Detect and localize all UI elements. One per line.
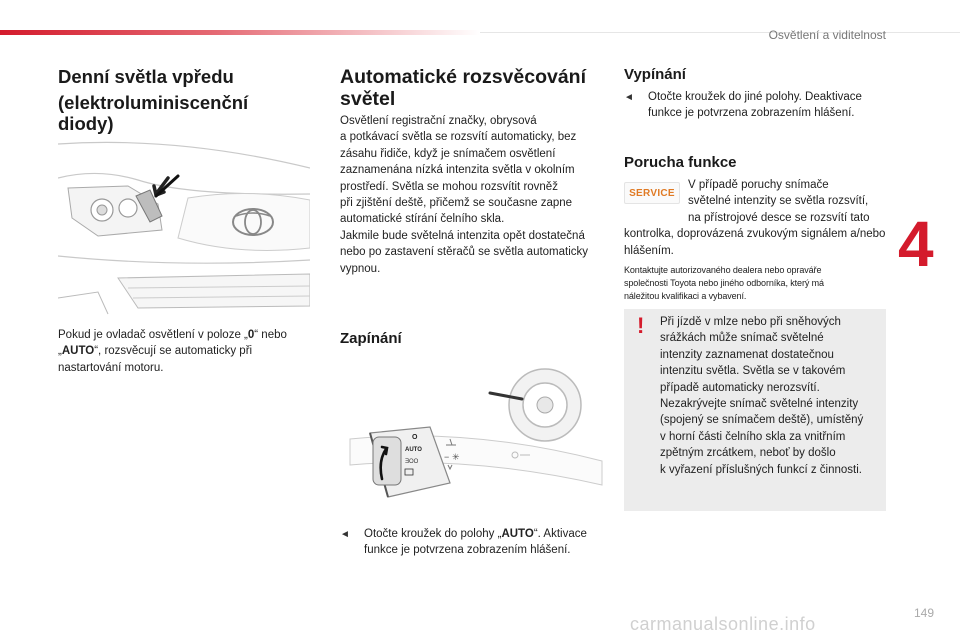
auto-lights-body: Osvětlení registrační značky, obrysová a potkávací světla se rozsvítí automaticky, bez zásahu řidiče, když je snímačem osvětlení zaznamenána nízká intenzita světla v okolním prostředí. Světla se mohou rozsvítit rovněž při zjištění deště, přičemž se současne zapne automatické stírání čelního skla. Jakmile bude světelná intenzita opět dostatečná nebo po zastavení stěračů se světla automaticky vypnou. <box>340 115 589 275</box>
exclamation-icon: ! <box>637 313 645 338</box>
switch-off-step: ◄ Otočte kroužek do jiné polohy. Deaktivace funkce je potvrzena zobrazením hlášení. <box>624 89 886 122</box>
warning-box <box>624 309 886 511</box>
bullet-arrow-icon: ◄ <box>340 529 350 540</box>
page-number: 149 <box>914 606 935 620</box>
section-title: Osvětlení a viditelnost <box>768 28 886 42</box>
switch-on-title: Zapínání <box>340 330 402 347</box>
chapter-number: 4 <box>898 208 934 280</box>
car-front-illustration <box>58 138 310 316</box>
drl-body: Pokud je ovladač osvětlení v poloze „0“ nebo „AUTO“, rozsvěcují se automaticky při nastartování motoru. <box>58 329 287 374</box>
watermark: carmanualsonline.info <box>630 614 816 634</box>
service-label: SERVICE <box>629 187 675 199</box>
drl-subtitle: (elektroluminiscenční diody) <box>58 92 249 135</box>
header-rule <box>480 32 960 33</box>
stalk-label-sidelights: ƎOO <box>405 459 419 465</box>
stalk-label-star: ✳ <box>452 452 460 462</box>
malfunction-title: Porucha funkce <box>624 154 737 171</box>
header-accent-bar <box>0 30 480 35</box>
warning-text: Při jízdě v mlze nebo při sněhových srážkách může snímač světelné intenzity zaznamenat dostatečnou intenzitu světla. Světla se v takovém případě automaticky nerozsvítí. Nezakrývejte snímač světelné intenzity (spojený se snímačem deště), umístěný v horní části čelního skla za vnitřním zpětným zrcátkem, neboť by došlo k vyřazení příslušných funkcí z činnosti. <box>660 316 864 476</box>
stalk-label-auto: AUTO <box>405 447 422 453</box>
contact-dealer-note: Kontaktujte autorizovaného dealera nebo opraváře společnosti Toyota nebo jiného odborníka, který má náležitou kvalifikaci a vybavení. <box>624 265 824 302</box>
stalk-label-zero: O <box>412 434 418 441</box>
switch-off-title: Vypínání <box>624 66 686 83</box>
light-stalk-illustration <box>340 365 605 513</box>
stalk-label-minus: − <box>444 452 450 462</box>
drl-title: Denní světla vpředu <box>58 66 234 87</box>
bullet-arrow-icon: ◄ <box>624 92 634 103</box>
switch-on-step: ◄ Otočte kroužek do polohy „AUTO“. Aktivace funkce je potvrzena zobrazením hlášení. <box>340 526 605 559</box>
auto-lights-title: Automatické rozsvěcování světel <box>340 66 587 111</box>
malfunction-body: V případě poruchy snímače světelné intenzity se světla rozsvítí, na přístrojové desce se rozsvítí tato kontrolka, doprovázená zvukovým signálem a/nebo hlášením. <box>624 179 886 257</box>
